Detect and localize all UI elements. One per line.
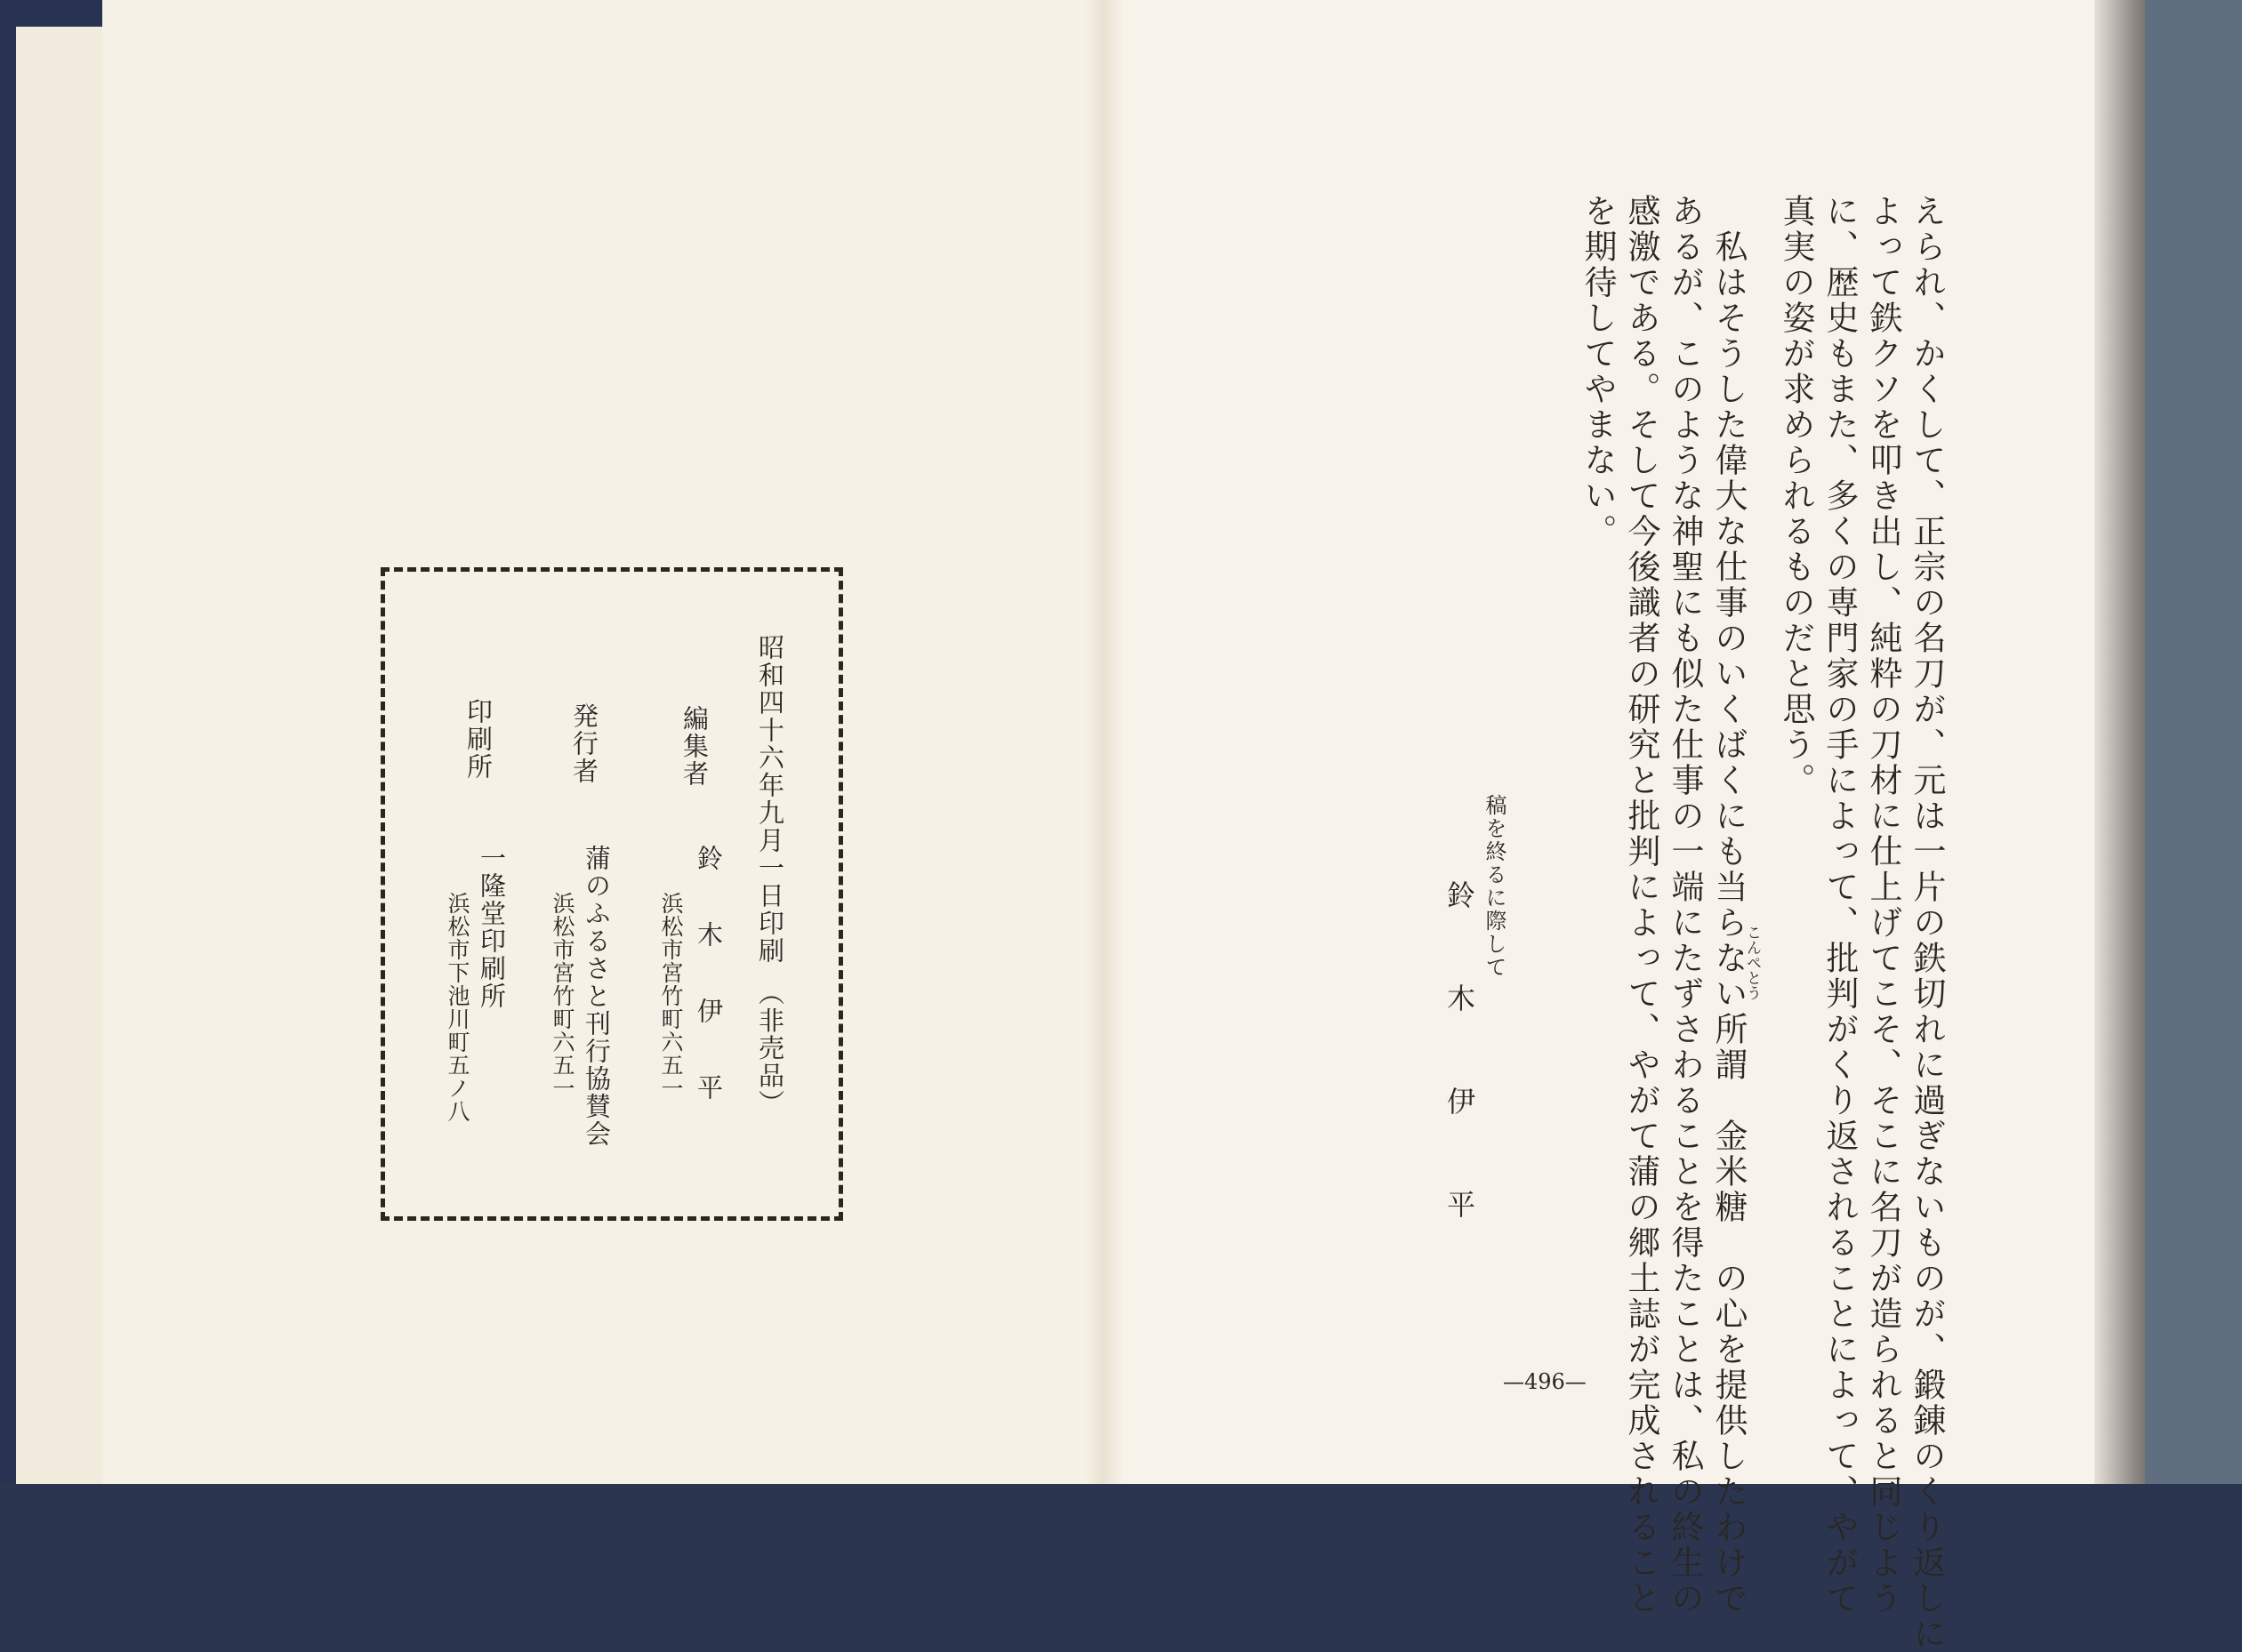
book-cover-right bbox=[2145, 0, 2242, 1484]
furigana-annotation: こんぺとう bbox=[1743, 925, 1761, 1000]
editor-label: 編集者 bbox=[679, 705, 710, 788]
body-text-line: よって鉄クソを叩き出し、純粋の刀材に仕上げてこそ、そこに名刀が造られると同じよう bbox=[1864, 194, 1902, 1616]
author-name: 鈴 木 伊 平 bbox=[1442, 880, 1476, 1241]
book-gutter bbox=[1085, 0, 1124, 1484]
body-text-line: を期待してやまない。 bbox=[1579, 194, 1617, 549]
publisher-label: 発行者 bbox=[569, 702, 599, 785]
body-text-line: えられ、かくして、正宗の名刀が、元は一片の鉄切れに過ぎないものが、鍛錬のくり返しに bbox=[1908, 194, 1946, 1652]
publisher-name: 蒲のふるさと刊行協賛会 bbox=[582, 845, 612, 1148]
closing-note: 稿を終るに際して bbox=[1482, 794, 1507, 979]
page-stack-edge bbox=[2094, 0, 2148, 1484]
colophon-date: 昭和四十六年九月一日印刷 （非売品） bbox=[755, 634, 785, 1118]
printer-label: 印刷所 bbox=[463, 698, 494, 781]
page-number: —496— bbox=[1503, 1369, 1587, 1394]
body-text-line: に、歴史もまた、多くの専門家の手によって、批判がくり返されることによって、やがて bbox=[1820, 194, 1859, 1616]
body-text-line: 真実の姿が求められるものだと思う。 bbox=[1777, 194, 1815, 798]
printer-address: 浜松市下池川町五ノ八 bbox=[445, 892, 470, 1123]
editor-address: 浜松市宮竹町六五一 bbox=[658, 892, 684, 1100]
editor-name: 鈴 木 伊 平 bbox=[694, 845, 724, 1112]
body-text-line: 感激である。そして今後識者の研究と批判によって、やがて蒲の郷土誌が完成されること bbox=[1622, 194, 1660, 1616]
body-text-line: 私はそうした偉大な仕事のいくばくにも当らない所謂 金米糖 の心を提供したわけで bbox=[1709, 229, 1748, 1616]
publisher-address: 浜松市宮竹町六五一 bbox=[550, 892, 575, 1100]
body-text-line: あるが、このような神聖にも似た仕事の一端にたずさわることを得たことは、私の終生の bbox=[1666, 194, 1704, 1616]
printer-name: 一隆堂印刷所 bbox=[477, 845, 507, 1010]
